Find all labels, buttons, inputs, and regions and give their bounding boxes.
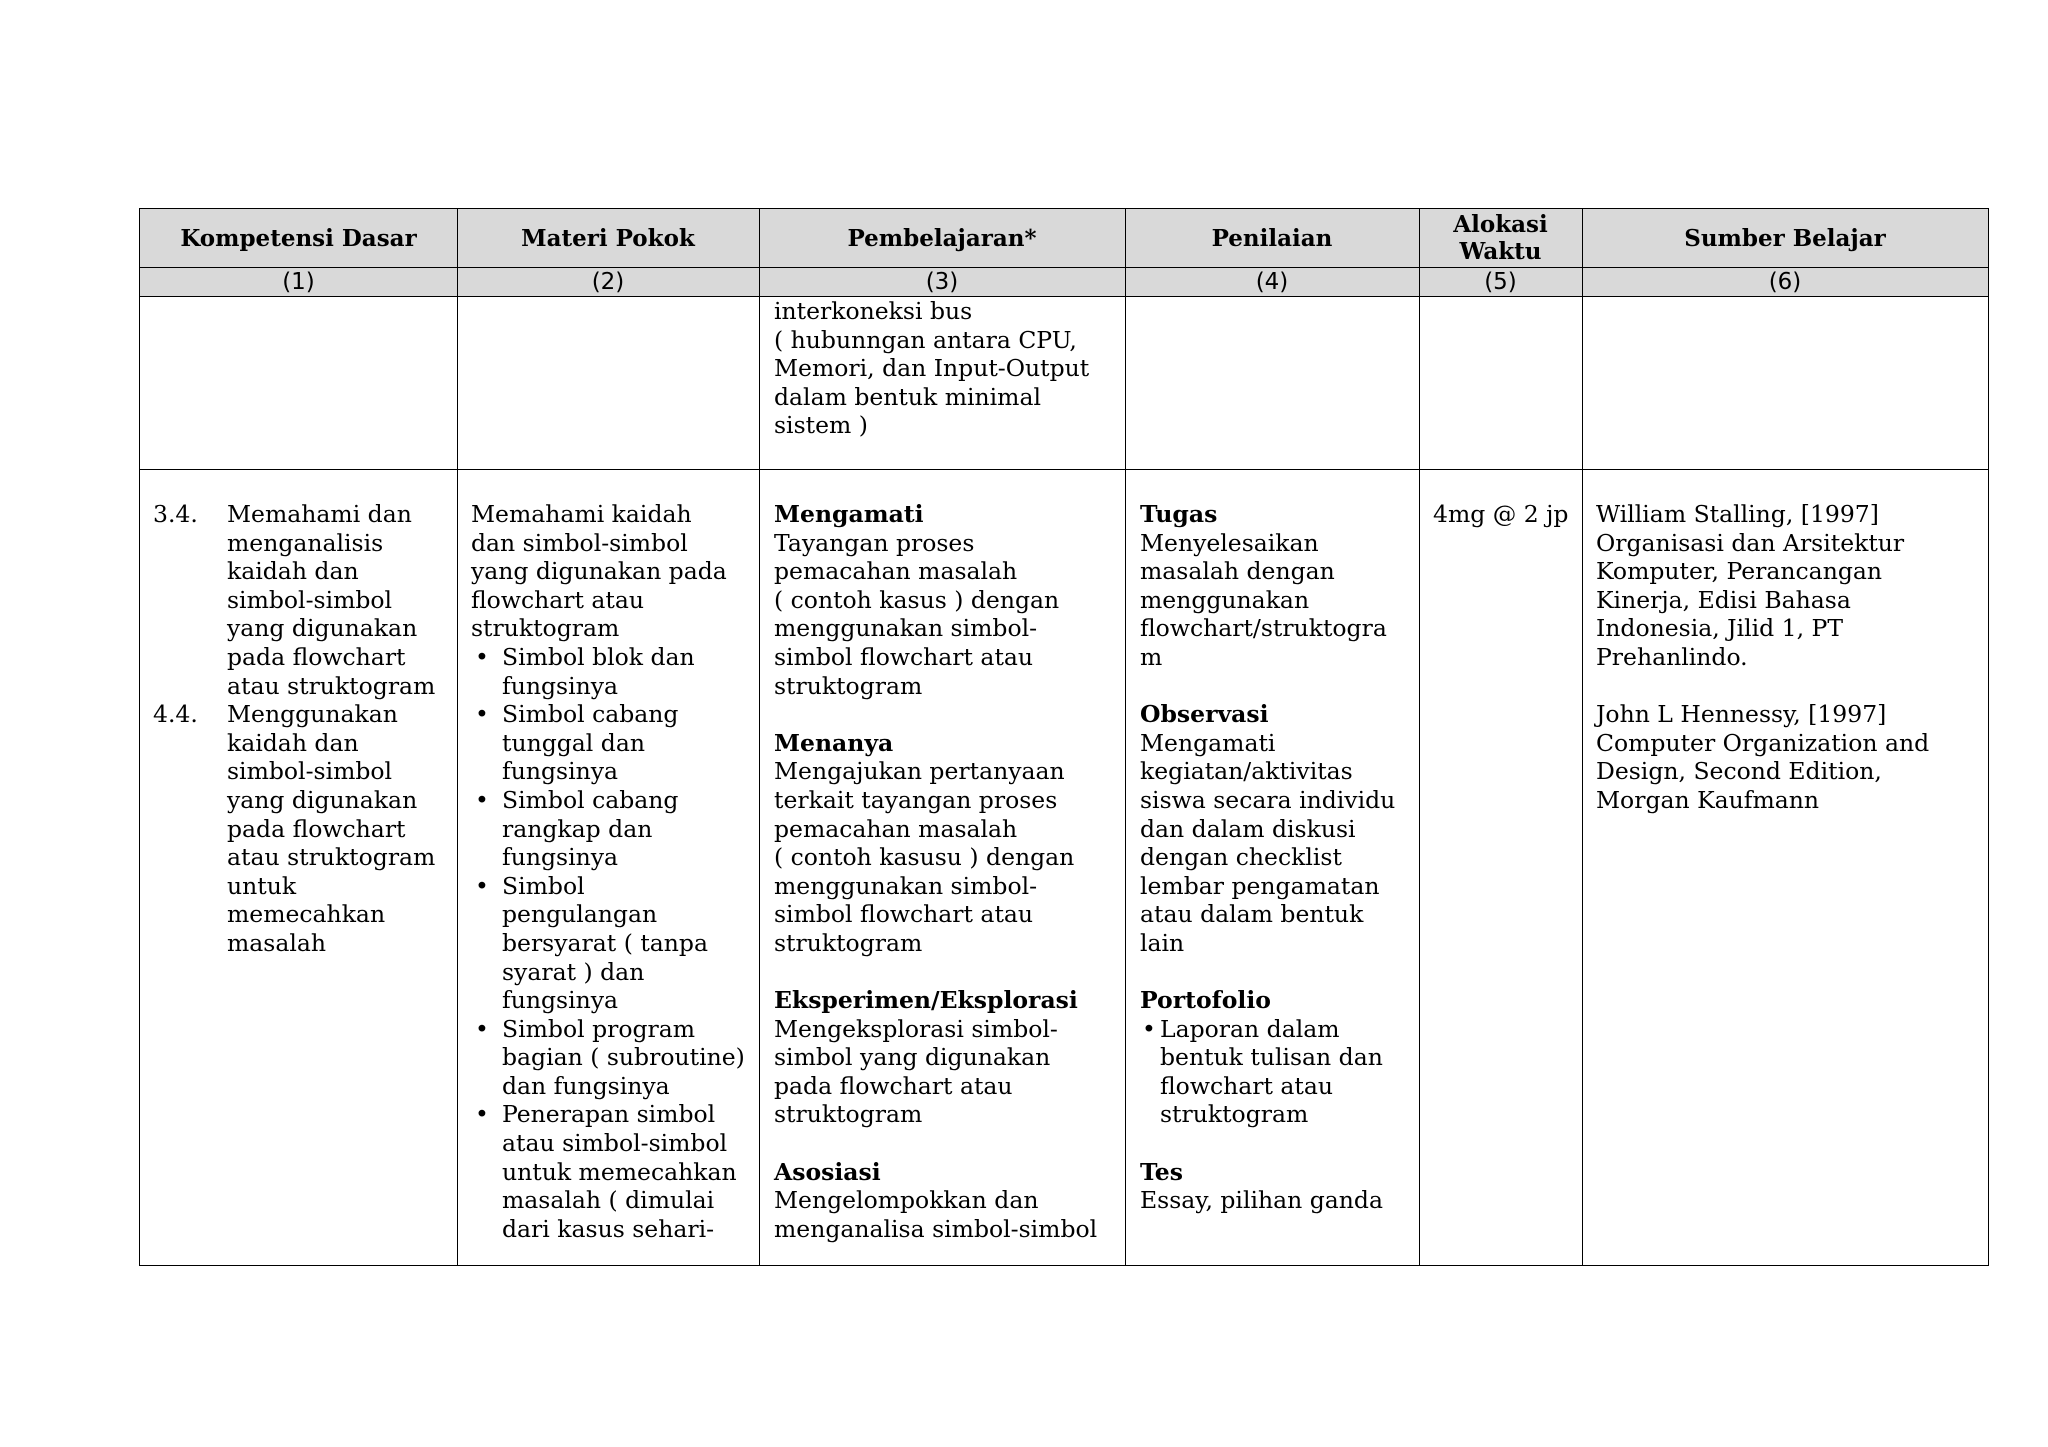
header-sumber-belajar: Sumber Belajar [1684,224,1886,252]
text-line: • Simbol cabang [502,785,679,814]
text-line: pemacahan masalah [774,557,1018,586]
header-alokasi-waktu [1419,209,1582,267]
kompetensi-cell [153,500,453,958]
col-divider [457,209,458,1265]
text-line: m [1140,642,1163,671]
section-heading: Eksperimen/Eksplorasi [774,986,1078,1015]
header-pembelajaran: Pembelajaran* [847,224,1037,252]
text-line: Organisasi dan Arsitektur [1596,528,1905,557]
section-heading: Observasi [1140,700,1269,729]
alokasi-value: 4mg @ 2 jp [1433,500,1569,528]
text-line: pemacahan masalah [774,814,1018,843]
text-line: bentuk tulisan dan [1160,1043,1383,1072]
text-line: yang digunakan pada [471,557,727,586]
kompetensi-number: 4.4. [153,700,198,729]
text-line: yang digunakan [227,785,418,814]
col-number: (1) [282,269,315,295]
list-item [471,1100,757,1243]
list-item [1140,1015,1418,1129]
list-item [471,643,757,700]
text-line: Tayangan proses [774,528,975,557]
header-alokasi-line1: Alokasi [1453,211,1548,238]
text-line: Mengelompokkan dan [774,1186,1039,1215]
text-line: John L Hennessy, [1997] [1596,700,1887,729]
text-line: lain [1140,928,1185,957]
text-line: pengulangan [502,900,658,929]
text-line: atau dalam bentuk [1140,900,1364,929]
section-heading: Asosiasi [774,1157,881,1186]
col-number: (5) [1484,269,1517,295]
text-line: rangkap dan [502,814,653,843]
text-line: Essay, pilihan ganda [1140,1186,1383,1215]
header-kompetensi-dasar: Kompetensi Dasar [180,224,417,252]
text-line: tunggal dan [502,728,645,757]
text-line: sistem ) [774,411,868,440]
text-line: dalam bentuk minimal [774,382,1041,411]
text-line: simbol flowchart atau [774,642,1034,671]
continued-pembelajaran [774,297,1124,440]
text-line: flowchart atau [471,585,644,614]
text-line: struktogram [471,614,620,643]
text-line: ( hubunngan antara CPU, [774,325,1077,354]
text-line: fungsinya [502,757,619,786]
text-line: siswa secara individu [1140,785,1396,814]
list-item [471,872,757,1015]
list-item [471,700,757,786]
pembelajaran-cell [774,500,1124,1243]
text-line: pada flowchart [227,814,406,843]
text-line: menggunakan [1140,585,1310,614]
col-divider [1582,209,1583,1265]
text-line: Kinerja, Edisi Bahasa [1596,585,1851,614]
text-line: flowchart/struktogra [1140,614,1387,643]
text-line: simbol-simbol [227,757,393,786]
section-heading: Portofolio [1140,986,1271,1015]
text-line: atau struktogram [227,671,436,700]
portofolio-bullet-list [1140,1015,1418,1129]
text-line: • Laporan dalam [1160,1014,1340,1043]
text-line: dan simbol-simbol [471,528,688,557]
text-line: Menggunakan [227,700,398,729]
text-line: Komputer, Perancangan [1596,557,1883,586]
list-item [471,786,757,872]
text-line: interkoneksi bus [774,297,973,325]
text-line: menggunakan simbol- [774,614,1038,643]
text-line: kaidah dan [227,728,359,757]
text-line: flowchart atau [1160,1071,1333,1100]
text-line: • Simbol program [502,1014,696,1043]
text-line: • Simbol cabang [502,700,679,729]
text-line: Menyelesaikan [1140,528,1319,557]
col-divider [1419,209,1420,1265]
text-line: pada flowchart [227,642,406,671]
text-line: dan dalam diskusi [1140,814,1356,843]
text-line: • Simbol [502,871,585,900]
text-line: kaidah dan [227,557,359,586]
col-number: (3) [925,269,959,295]
text-line: ( contoh kasus ) dengan [774,585,1060,614]
section-heading: Mengamati [774,500,924,528]
text-line: atau struktogram [227,843,436,872]
col-divider [759,209,760,1265]
text-line: struktogram [774,1100,923,1129]
text-line: Prehanlindo. [1596,642,1748,671]
text-line: masalah dengan [1140,557,1335,586]
text-line: Mengajukan pertanyaan [774,757,1065,786]
text-line: Memahami dan [227,500,412,528]
text-line: fungsinya [502,986,619,1015]
col-number: (2) [591,269,625,295]
text-line: dari kasus sehari- [502,1214,715,1243]
materi-bullet-list [471,643,757,1243]
text-line: menganalisa simbol-simbol [774,1214,1098,1243]
text-line: memecahkan [227,900,386,929]
text-line: struktogram [774,671,923,700]
text-line: untuk memecahkan [502,1157,737,1186]
text-line: Morgan Kaufmann [1596,785,1820,814]
text-line: fungsinya [502,671,619,700]
text-line: dan fungsinya [502,1071,670,1100]
materi-cell [471,500,757,1243]
text-line: simbol flowchart atau [774,900,1034,929]
col-number: (4) [1255,269,1289,295]
kompetensi-item [153,500,453,700]
text-line: untuk [227,871,297,900]
text-line: menganalisis [227,528,384,557]
text-line: masalah ( dimulai [502,1186,715,1215]
text-line: • Penerapan simbol [502,1100,716,1129]
text-line: Mengeksplorasi simbol- [774,1014,1058,1043]
text-line: Design, Second Edition, [1596,757,1882,786]
text-line: Computer Organization and [1596,728,1930,757]
text-line: struktogram [1160,1100,1309,1129]
section-heading: Tugas [1140,500,1218,528]
text-line: Indonesia, Jilid 1, PT [1596,614,1844,643]
syllabus-table [139,208,1989,1266]
header-penilaian: Penilaian [1211,224,1333,252]
text-line: William Stalling, [1997] [1596,500,1879,528]
header-alokasi-line2: Waktu [1459,238,1542,265]
text-line: bersyarat ( tanpa [502,928,708,957]
text-line: fungsinya [502,843,619,872]
text-line: terkait tayangan proses [774,785,1058,814]
text-line: • Simbol blok dan [502,642,695,671]
text-line: menggunakan simbol- [774,871,1038,900]
section-heading: Tes [1140,1157,1183,1186]
text-line: Mengamati [1140,728,1276,757]
sumber-cell [1596,500,1986,815]
section-heading: Menanya [774,728,894,757]
text-line: Memahami kaidah [471,500,692,528]
text-line: simbol-simbol [227,585,393,614]
text-line: pada flowchart atau [774,1071,1013,1100]
penilaian-cell [1140,500,1418,1215]
col-divider [1125,209,1126,1265]
list-item [471,1015,757,1101]
text-line: syarat ) dan [502,957,645,986]
text-line: yang digunakan [227,614,418,643]
kompetensi-number: 3.4. [153,500,198,528]
text-line: atau simbol-simbol [502,1129,728,1158]
col-number: (6) [1768,269,1802,295]
text-line: ( contoh kasusu ) dengan [774,843,1075,872]
text-line: Memori, dan Input-Output [774,354,1090,383]
text-line: dengan checklist [1140,843,1342,872]
text-line: simbol yang digunakan [774,1043,1051,1072]
text-line: struktogram [774,928,923,957]
header-materi-pokok: Materi Pokok [521,224,695,252]
text-line: bagian ( subroutine) [502,1043,745,1072]
kompetensi-item [153,700,453,957]
text-line: kegiatan/aktivitas [1140,757,1353,786]
text-line: masalah [227,928,327,957]
row-divider [140,469,1988,470]
alokasi-cell [1433,500,1581,529]
text-line: lembar pengamatan [1140,871,1380,900]
